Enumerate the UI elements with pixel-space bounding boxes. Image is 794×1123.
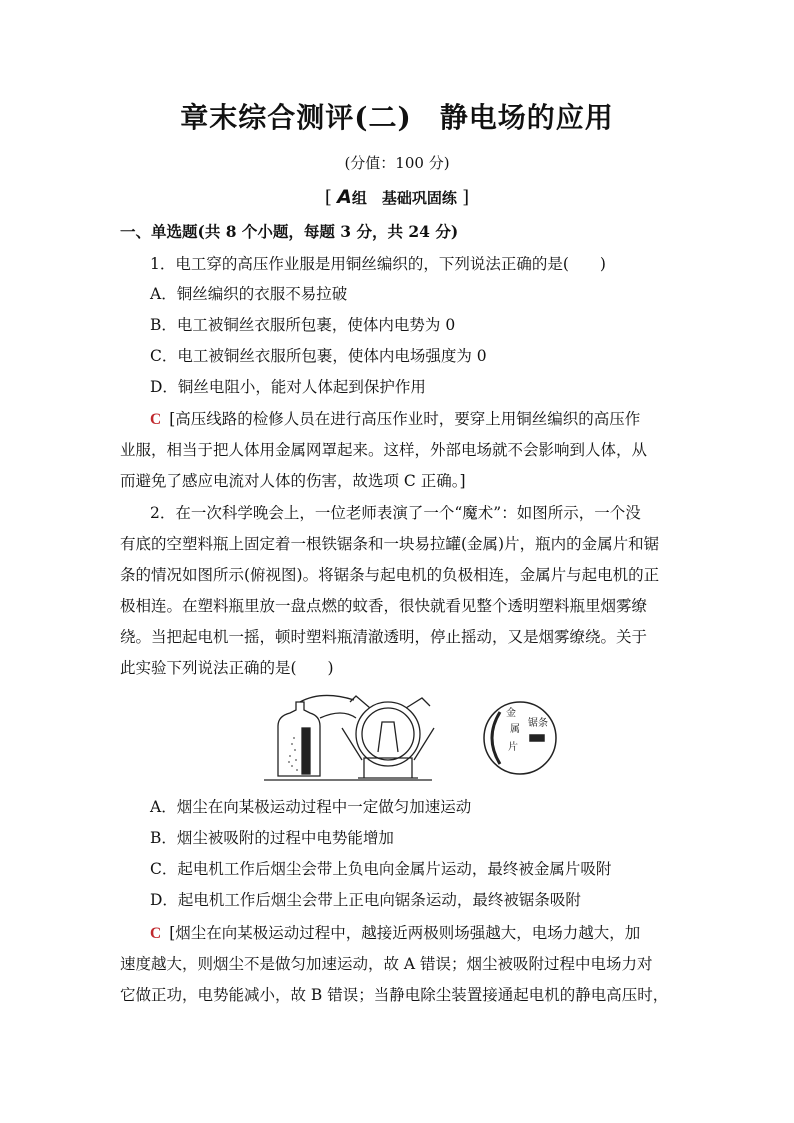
q1-answer: C [150, 411, 162, 428]
experiment-figure [262, 688, 562, 788]
page-title [0, 96, 794, 136]
q2-stem-6: 此实验下列说法正确的是( ) [120, 659, 334, 677]
q1-stem: 1．电工穿的高压作业服是用铜丝编织的，下列说法正确的是( ) [150, 255, 606, 273]
figure-labels [506, 706, 548, 753]
group-heading: [ A组 基础巩固练 ] [324, 186, 470, 208]
label-saw: 锯条 [528, 718, 548, 729]
title-sub: 静电场的应用 [439, 101, 614, 134]
q1-explanation-1: C [高压线路的检修人员在进行高压作业时，要穿上用铜丝编织的高压作 [150, 410, 641, 428]
smoke-dots [288, 737, 298, 771]
q2-option-b: B．烟尘被吸附的过程中电势能增加 [150, 829, 394, 847]
q2-option-d: D．起电机工作后烟尘会带上正电向锯条运动，最终被锯条吸附 [150, 891, 581, 909]
label-metal-1: 金 [506, 708, 516, 719]
group-text: 组 基础巩固练 [351, 189, 457, 207]
score-note: (分值：100 分) [344, 154, 450, 172]
q2-stem-1: 2．在一次科学晚会上，一位老师表演了一个“魔术”：如图所示，一个没 [150, 504, 641, 522]
section-heading: 一、单选题(共 8 个小题，每题 3 分，共 24 分) [120, 222, 459, 241]
q1-option-d: D．铜丝电阻小，能对人体起到保护作用 [150, 378, 426, 396]
electrostatic-machine [320, 696, 434, 778]
label-metal-3: 片 [508, 742, 518, 753]
q1-option-a: A．铜丝编织的衣服不易拉破 [150, 285, 348, 303]
q2-stem-4: 极相连。在塑料瓶里放一盘点燃的蚊香，很快就看见整个透明塑料瓶里烟雾缭 [120, 597, 648, 615]
q2-option-c: C．起电机工作后烟尘会带上负电向金属片运动，最终被金属片吸附 [150, 860, 612, 878]
q2-explanation-2: 速度越大，则烟尘不是做匀加速运动，故 A 错误；烟尘被吸附过程中电场力对 [120, 955, 653, 973]
group-letter: A [337, 186, 352, 208]
q2-stem-5: 绕。当把起电机一摇，顿时塑料瓶清澈透明，停止摇动，又是烟雾缭绕。关于 [120, 628, 648, 646]
top-view-diagram [484, 702, 556, 774]
q1-explanation-3: 而避免了感应电流对人体的伤害，故选项 C 正确。] [120, 472, 466, 490]
q1-explanation-2: 业服，相当于把人体用金属网罩起来。这样，外部电场就不会影响到人体，从 [120, 441, 648, 459]
q1-option-b: B．电工被铜丝衣服所包裹，使体内电势为 0 [150, 316, 456, 334]
q2-explanation-1: C [烟尘在向某极运动过程中，越接近两极则场强越大，电场力越大，加 [150, 924, 641, 942]
title-main: 章末综合测评(二) [180, 101, 412, 134]
q2-stem-3: 条的情况如图所示(俯视图)。将锯条与起电机的负极相连，金属片与起电机的正 [120, 566, 660, 584]
q2-answer: C [150, 925, 162, 942]
label-metal-2: 属 [510, 724, 520, 735]
q1-option-c: C．电工被铜丝衣服所包裹，使体内电场强度为 0 [150, 347, 487, 365]
q2-stem-2: 有底的空塑料瓶上固定着一根铁锯条和一块易拉罐(金属)片，瓶内的金属片和锯 [120, 535, 660, 553]
q2-explanation-3: 它做正功，电势能减小，故 B 错误；当静电除尘装置接通起电机的静电高压时， [120, 986, 669, 1004]
q2-option-a: A．烟尘在向某极运动过程中一定做匀加速运动 [150, 798, 472, 816]
